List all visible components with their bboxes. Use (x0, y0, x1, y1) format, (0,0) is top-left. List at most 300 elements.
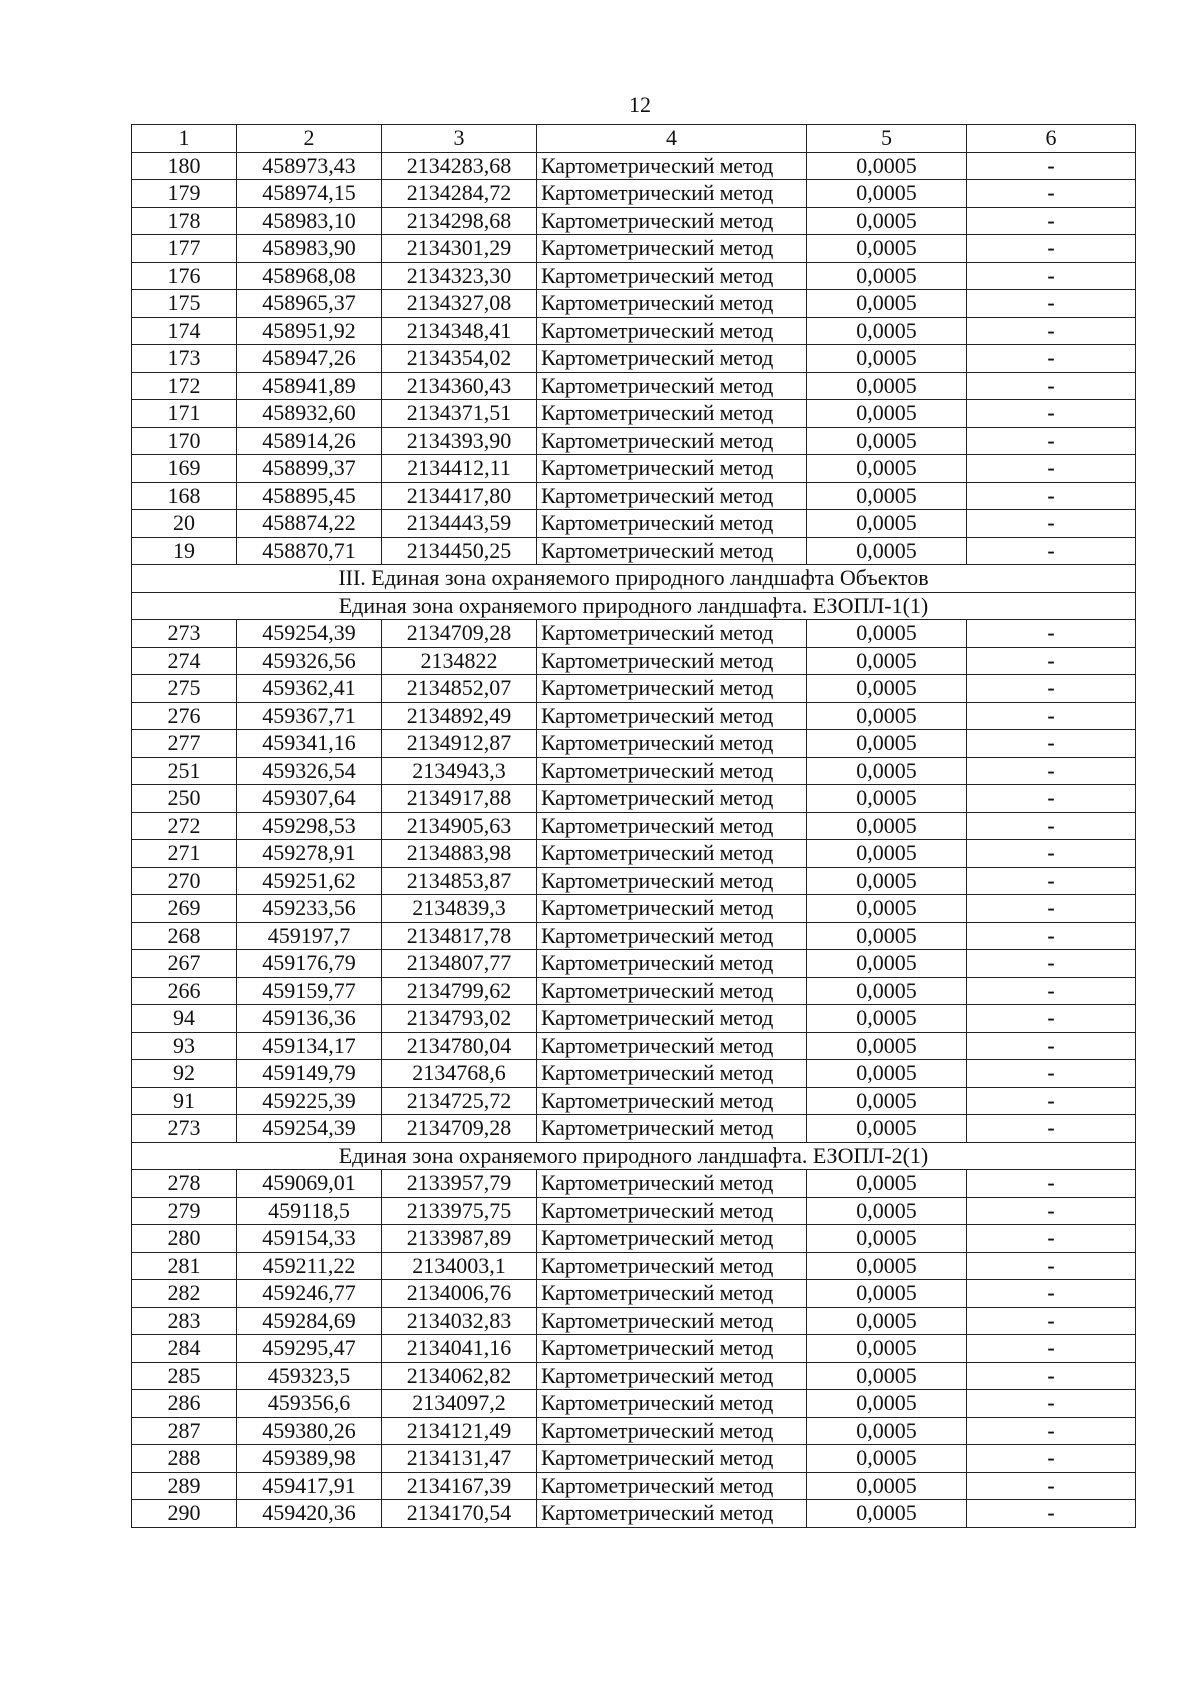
x-coordinate-cell: 459118,5 (237, 1197, 382, 1225)
point-number-cell: 284 (132, 1335, 237, 1363)
method-cell: Картометрический метод (537, 1170, 807, 1198)
table-row (132, 840, 1136, 868)
description-cell: - (967, 647, 1136, 675)
table-row (132, 317, 1136, 345)
table-row (132, 455, 1136, 483)
method-cell: Картометрический метод (537, 1252, 807, 1280)
description-cell: - (967, 1060, 1136, 1088)
description-cell: - (967, 1472, 1136, 1500)
x-coordinate-cell: 458899,37 (237, 455, 382, 483)
x-coordinate-cell: 459367,71 (237, 702, 382, 730)
method-cell: Картометрический метод (537, 840, 807, 868)
table-row (132, 180, 1136, 208)
table-row (132, 1307, 1136, 1335)
y-coordinate-cell: 2134393,90 (382, 427, 537, 455)
y-coordinate-cell: 2134822 (382, 647, 537, 675)
point-number-cell: 267 (132, 950, 237, 978)
accuracy-cell: 0,0005 (807, 207, 967, 235)
y-coordinate-cell: 2134360,43 (382, 372, 537, 400)
description-cell: - (967, 1197, 1136, 1225)
x-coordinate-cell: 459295,47 (237, 1335, 382, 1363)
table-row (132, 702, 1136, 730)
method-cell: Картометрический метод (537, 510, 807, 538)
y-coordinate-cell: 2133975,75 (382, 1197, 537, 1225)
method-cell: Картометрический метод (537, 950, 807, 978)
accuracy-cell: 0,0005 (807, 1307, 967, 1335)
y-coordinate-cell: 2134298,68 (382, 207, 537, 235)
point-number-cell: 175 (132, 290, 237, 318)
accuracy-cell: 0,0005 (807, 1417, 967, 1445)
method-cell: Картометрический метод (537, 1005, 807, 1033)
y-coordinate-cell: 2134883,98 (382, 840, 537, 868)
point-number-cell: 93 (132, 1032, 237, 1060)
method-cell: Картометрический метод (537, 1335, 807, 1363)
method-cell: Картометрический метод (537, 1307, 807, 1335)
header-cell-6: 6 (967, 125, 1136, 153)
y-coordinate-cell: 2134412,11 (382, 455, 537, 483)
y-coordinate-cell: 2133987,89 (382, 1225, 537, 1253)
x-coordinate-cell: 459298,53 (237, 812, 382, 840)
table-row (132, 950, 1136, 978)
table-row (132, 647, 1136, 675)
y-coordinate-cell: 2134354,02 (382, 345, 537, 373)
method-cell: Картометрический метод (537, 867, 807, 895)
description-cell: - (967, 1115, 1136, 1143)
y-coordinate-cell: 2134725,72 (382, 1087, 537, 1115)
method-cell: Картометрический метод (537, 757, 807, 785)
point-number-cell: 276 (132, 702, 237, 730)
table-row (132, 1335, 1136, 1363)
method-cell: Картометрический метод (537, 1417, 807, 1445)
accuracy-cell: 0,0005 (807, 1032, 967, 1060)
point-number-cell: 170 (132, 427, 237, 455)
method-cell: Картометрический метод (537, 922, 807, 950)
table-body (132, 125, 1136, 1528)
x-coordinate-cell: 459251,62 (237, 867, 382, 895)
y-coordinate-cell: 2134283,68 (382, 152, 537, 180)
x-coordinate-cell: 458973,43 (237, 152, 382, 180)
point-number-cell: 290 (132, 1500, 237, 1528)
accuracy-cell: 0,0005 (807, 1005, 967, 1033)
table-row (132, 207, 1136, 235)
y-coordinate-cell: 2134097,2 (382, 1390, 537, 1418)
y-coordinate-cell: 2134852,07 (382, 675, 537, 703)
table-row (132, 510, 1136, 538)
table-row (132, 152, 1136, 180)
point-number-cell: 20 (132, 510, 237, 538)
header-row (132, 125, 1136, 153)
description-cell: - (967, 317, 1136, 345)
x-coordinate-cell: 458983,90 (237, 235, 382, 263)
x-coordinate-cell: 458870,71 (237, 537, 382, 565)
accuracy-cell: 0,0005 (807, 235, 967, 263)
accuracy-cell: 0,0005 (807, 1500, 967, 1528)
description-cell: - (967, 620, 1136, 648)
accuracy-cell: 0,0005 (807, 895, 967, 923)
x-coordinate-cell: 459136,36 (237, 1005, 382, 1033)
accuracy-cell: 0,0005 (807, 702, 967, 730)
method-cell: Картометрический метод (537, 1115, 807, 1143)
table-row (132, 262, 1136, 290)
accuracy-cell: 0,0005 (807, 812, 967, 840)
x-coordinate-cell: 459323,5 (237, 1362, 382, 1390)
point-number-cell: 173 (132, 345, 237, 373)
point-number-cell: 282 (132, 1280, 237, 1308)
y-coordinate-cell: 2134323,30 (382, 262, 537, 290)
accuracy-cell: 0,0005 (807, 262, 967, 290)
y-coordinate-cell: 2134817,78 (382, 922, 537, 950)
point-number-cell: 19 (132, 537, 237, 565)
x-coordinate-cell: 459284,69 (237, 1307, 382, 1335)
description-cell: - (967, 1252, 1136, 1280)
accuracy-cell: 0,0005 (807, 1197, 967, 1225)
accuracy-cell: 0,0005 (807, 1252, 967, 1280)
y-coordinate-cell: 2134167,39 (382, 1472, 537, 1500)
accuracy-cell: 0,0005 (807, 1335, 967, 1363)
y-coordinate-cell: 2134892,49 (382, 702, 537, 730)
table-row (132, 345, 1136, 373)
coordinates-table (131, 124, 1136, 1528)
accuracy-cell: 0,0005 (807, 427, 967, 455)
method-cell: Картометрический метод (537, 537, 807, 565)
y-coordinate-cell: 2134348,41 (382, 317, 537, 345)
x-coordinate-cell: 459389,98 (237, 1445, 382, 1473)
page-number: 12 (629, 92, 651, 117)
y-coordinate-cell: 2134443,59 (382, 510, 537, 538)
point-number-cell: 280 (132, 1225, 237, 1253)
description-cell: - (967, 1225, 1136, 1253)
point-number-cell: 172 (132, 372, 237, 400)
table-row (132, 1225, 1136, 1253)
method-cell: Картометрический метод (537, 1225, 807, 1253)
section-title: III. Единая зона охраняемого природного ландшафта Объектов (132, 565, 1136, 593)
y-coordinate-cell: 2134003,1 (382, 1252, 537, 1280)
description-cell: - (967, 757, 1136, 785)
table-row (132, 290, 1136, 318)
x-coordinate-cell: 458941,89 (237, 372, 382, 400)
method-cell: Картометрический метод (537, 730, 807, 758)
y-coordinate-cell: 2134709,28 (382, 620, 537, 648)
x-coordinate-cell: 458974,15 (237, 180, 382, 208)
table-row (132, 482, 1136, 510)
method-cell: Картометрический метод (537, 1197, 807, 1225)
x-coordinate-cell: 458914,26 (237, 427, 382, 455)
description-cell: - (967, 840, 1136, 868)
description-cell: - (967, 1170, 1136, 1198)
accuracy-cell: 0,0005 (807, 620, 967, 648)
description-cell: - (967, 235, 1136, 263)
description-cell: - (967, 537, 1136, 565)
accuracy-cell: 0,0005 (807, 1115, 967, 1143)
point-number-cell: 272 (132, 812, 237, 840)
x-coordinate-cell: 459326,54 (237, 757, 382, 785)
point-number-cell: 179 (132, 180, 237, 208)
point-number-cell: 266 (132, 977, 237, 1005)
x-coordinate-cell: 459417,91 (237, 1472, 382, 1500)
table-row (132, 812, 1136, 840)
description-cell: - (967, 510, 1136, 538)
accuracy-cell: 0,0005 (807, 152, 967, 180)
x-coordinate-cell: 458932,60 (237, 400, 382, 428)
method-cell: Картометрический метод (537, 1500, 807, 1528)
x-coordinate-cell: 458965,37 (237, 290, 382, 318)
table-row (132, 1060, 1136, 1088)
method-cell: Картометрический метод (537, 482, 807, 510)
table-row (132, 867, 1136, 895)
description-cell: - (967, 812, 1136, 840)
table-row (132, 235, 1136, 263)
point-number-cell: 279 (132, 1197, 237, 1225)
x-coordinate-cell: 459134,17 (237, 1032, 382, 1060)
point-number-cell: 91 (132, 1087, 237, 1115)
y-coordinate-cell: 2134131,47 (382, 1445, 537, 1473)
point-number-cell: 274 (132, 647, 237, 675)
y-coordinate-cell: 2134905,63 (382, 812, 537, 840)
description-cell: - (967, 180, 1136, 208)
y-coordinate-cell: 2134006,76 (382, 1280, 537, 1308)
y-coordinate-cell: 2134371,51 (382, 400, 537, 428)
point-number-cell: 94 (132, 1005, 237, 1033)
method-cell: Картометрический метод (537, 455, 807, 483)
accuracy-cell: 0,0005 (807, 840, 967, 868)
description-cell: - (967, 152, 1136, 180)
y-coordinate-cell: 2134917,88 (382, 785, 537, 813)
table-row (132, 1032, 1136, 1060)
x-coordinate-cell: 459356,6 (237, 1390, 382, 1418)
y-coordinate-cell: 2133957,79 (382, 1170, 537, 1198)
accuracy-cell: 0,0005 (807, 180, 967, 208)
method-cell: Картометрический метод (537, 702, 807, 730)
accuracy-cell: 0,0005 (807, 290, 967, 318)
y-coordinate-cell: 2134853,87 (382, 867, 537, 895)
table-row (132, 1390, 1136, 1418)
point-number-cell: 168 (132, 482, 237, 510)
table-row (132, 1280, 1136, 1308)
method-cell: Картометрический метод (537, 785, 807, 813)
description-cell: - (967, 1280, 1136, 1308)
method-cell: Картометрический метод (537, 235, 807, 263)
y-coordinate-cell: 2134793,02 (382, 1005, 537, 1033)
description-cell: - (967, 427, 1136, 455)
point-number-cell: 271 (132, 840, 237, 868)
method-cell: Картометрический метод (537, 180, 807, 208)
table-row (132, 1087, 1136, 1115)
table-row (132, 1417, 1136, 1445)
table-row (132, 675, 1136, 703)
description-cell: - (967, 730, 1136, 758)
y-coordinate-cell: 2134417,80 (382, 482, 537, 510)
method-cell: Картометрический метод (537, 372, 807, 400)
y-coordinate-cell: 2134121,49 (382, 1417, 537, 1445)
method-cell: Картометрический метод (537, 1032, 807, 1060)
x-coordinate-cell: 459197,7 (237, 922, 382, 950)
section-title-row (132, 592, 1136, 620)
method-cell: Картометрический метод (537, 1060, 807, 1088)
description-cell: - (967, 1362, 1136, 1390)
method-cell: Картометрический метод (537, 1280, 807, 1308)
description-cell: - (967, 1390, 1136, 1418)
accuracy-cell: 0,0005 (807, 1472, 967, 1500)
point-number-cell: 177 (132, 235, 237, 263)
method-cell: Картометрический метод (537, 675, 807, 703)
header-cell-5: 5 (807, 125, 967, 153)
method-cell: Картометрический метод (537, 895, 807, 923)
point-number-cell: 287 (132, 1417, 237, 1445)
x-coordinate-cell: 459362,41 (237, 675, 382, 703)
x-coordinate-cell: 458968,08 (237, 262, 382, 290)
table-row (132, 1197, 1136, 1225)
method-cell: Картометрический метод (537, 647, 807, 675)
method-cell: Картометрический метод (537, 1472, 807, 1500)
description-cell: - (967, 262, 1136, 290)
method-cell: Картометрический метод (537, 290, 807, 318)
x-coordinate-cell: 459254,39 (237, 1115, 382, 1143)
accuracy-cell: 0,0005 (807, 1087, 967, 1115)
point-number-cell: 286 (132, 1390, 237, 1418)
method-cell: Картометрический метод (537, 1362, 807, 1390)
point-number-cell: 269 (132, 895, 237, 923)
x-coordinate-cell: 459246,77 (237, 1280, 382, 1308)
point-number-cell: 275 (132, 675, 237, 703)
accuracy-cell: 0,0005 (807, 1280, 967, 1308)
y-coordinate-cell: 2134912,87 (382, 730, 537, 758)
table-row (132, 785, 1136, 813)
accuracy-cell: 0,0005 (807, 372, 967, 400)
x-coordinate-cell: 459225,39 (237, 1087, 382, 1115)
x-coordinate-cell: 459154,33 (237, 1225, 382, 1253)
y-coordinate-cell: 2134799,62 (382, 977, 537, 1005)
table-row (132, 895, 1136, 923)
accuracy-cell: 0,0005 (807, 730, 967, 758)
method-cell: Картометрический метод (537, 427, 807, 455)
accuracy-cell: 0,0005 (807, 1170, 967, 1198)
description-cell: - (967, 1307, 1136, 1335)
table-row (132, 977, 1136, 1005)
point-number-cell: 277 (132, 730, 237, 758)
point-number-cell: 283 (132, 1307, 237, 1335)
point-number-cell: 250 (132, 785, 237, 813)
table-row (132, 757, 1136, 785)
y-coordinate-cell: 2134450,25 (382, 537, 537, 565)
x-coordinate-cell: 459211,22 (237, 1252, 382, 1280)
description-cell: - (967, 207, 1136, 235)
description-cell: - (967, 400, 1136, 428)
description-cell: - (967, 1032, 1136, 1060)
y-coordinate-cell: 2134301,29 (382, 235, 537, 263)
description-cell: - (967, 482, 1136, 510)
description-cell: - (967, 1445, 1136, 1473)
accuracy-cell: 0,0005 (807, 867, 967, 895)
x-coordinate-cell: 459307,64 (237, 785, 382, 813)
header-cell-4: 4 (537, 125, 807, 153)
table-row (132, 922, 1136, 950)
y-coordinate-cell: 2134780,04 (382, 1032, 537, 1060)
point-number-cell: 180 (132, 152, 237, 180)
point-number-cell: 92 (132, 1060, 237, 1088)
point-number-cell: 270 (132, 867, 237, 895)
point-number-cell: 289 (132, 1472, 237, 1500)
x-coordinate-cell: 459326,56 (237, 647, 382, 675)
point-number-cell: 174 (132, 317, 237, 345)
section-title: Единая зона охраняемого природного ландшафта. ЕЗОПЛ-1(1) (132, 592, 1136, 620)
x-coordinate-cell: 459069,01 (237, 1170, 382, 1198)
table-row (132, 1362, 1136, 1390)
table-row (132, 730, 1136, 758)
x-coordinate-cell: 459159,77 (237, 977, 382, 1005)
accuracy-cell: 0,0005 (807, 977, 967, 1005)
accuracy-cell: 0,0005 (807, 400, 967, 428)
accuracy-cell: 0,0005 (807, 455, 967, 483)
y-coordinate-cell: 2134170,54 (382, 1500, 537, 1528)
x-coordinate-cell: 458947,26 (237, 345, 382, 373)
y-coordinate-cell: 2134943,3 (382, 757, 537, 785)
header-cell-3: 3 (382, 125, 537, 153)
header-cell-1: 1 (132, 125, 237, 153)
table-row (132, 427, 1136, 455)
x-coordinate-cell: 458983,10 (237, 207, 382, 235)
x-coordinate-cell: 459420,36 (237, 1500, 382, 1528)
method-cell: Картометрический метод (537, 812, 807, 840)
method-cell: Картометрический метод (537, 345, 807, 373)
y-coordinate-cell: 2134839,3 (382, 895, 537, 923)
description-cell: - (967, 867, 1136, 895)
method-cell: Картометрический метод (537, 317, 807, 345)
description-cell: - (967, 1417, 1136, 1445)
method-cell: Картометрический метод (537, 977, 807, 1005)
accuracy-cell: 0,0005 (807, 317, 967, 345)
section-title-row (132, 565, 1136, 593)
description-cell: - (967, 1005, 1136, 1033)
description-cell: - (967, 785, 1136, 813)
accuracy-cell: 0,0005 (807, 1060, 967, 1088)
x-coordinate-cell: 458951,92 (237, 317, 382, 345)
table-row (132, 1252, 1136, 1280)
header-cell-2: 2 (237, 125, 382, 153)
point-number-cell: 273 (132, 1115, 237, 1143)
method-cell: Картометрический метод (537, 1445, 807, 1473)
method-cell: Картометрический метод (537, 1390, 807, 1418)
x-coordinate-cell: 458895,45 (237, 482, 382, 510)
x-coordinate-cell: 459278,91 (237, 840, 382, 868)
method-cell: Картометрический метод (537, 152, 807, 180)
accuracy-cell: 0,0005 (807, 510, 967, 538)
accuracy-cell: 0,0005 (807, 345, 967, 373)
description-cell: - (967, 702, 1136, 730)
x-coordinate-cell: 459380,26 (237, 1417, 382, 1445)
x-coordinate-cell: 459341,16 (237, 730, 382, 758)
description-cell: - (967, 675, 1136, 703)
method-cell: Картометрический метод (537, 262, 807, 290)
method-cell: Картометрический метод (537, 620, 807, 648)
table-row (132, 1115, 1136, 1143)
y-coordinate-cell: 2134284,72 (382, 180, 537, 208)
table-row (132, 1472, 1136, 1500)
y-coordinate-cell: 2134709,28 (382, 1115, 537, 1143)
method-cell: Картометрический метод (537, 207, 807, 235)
point-number-cell: 273 (132, 620, 237, 648)
description-cell: - (967, 950, 1136, 978)
x-coordinate-cell: 459149,79 (237, 1060, 382, 1088)
point-number-cell: 281 (132, 1252, 237, 1280)
accuracy-cell: 0,0005 (807, 785, 967, 813)
description-cell: - (967, 1335, 1136, 1363)
accuracy-cell: 0,0005 (807, 675, 967, 703)
point-number-cell: 278 (132, 1170, 237, 1198)
table-row (132, 1005, 1136, 1033)
y-coordinate-cell: 2134032,83 (382, 1307, 537, 1335)
method-cell: Картометрический метод (537, 1087, 807, 1115)
method-cell: Картометрический метод (537, 400, 807, 428)
